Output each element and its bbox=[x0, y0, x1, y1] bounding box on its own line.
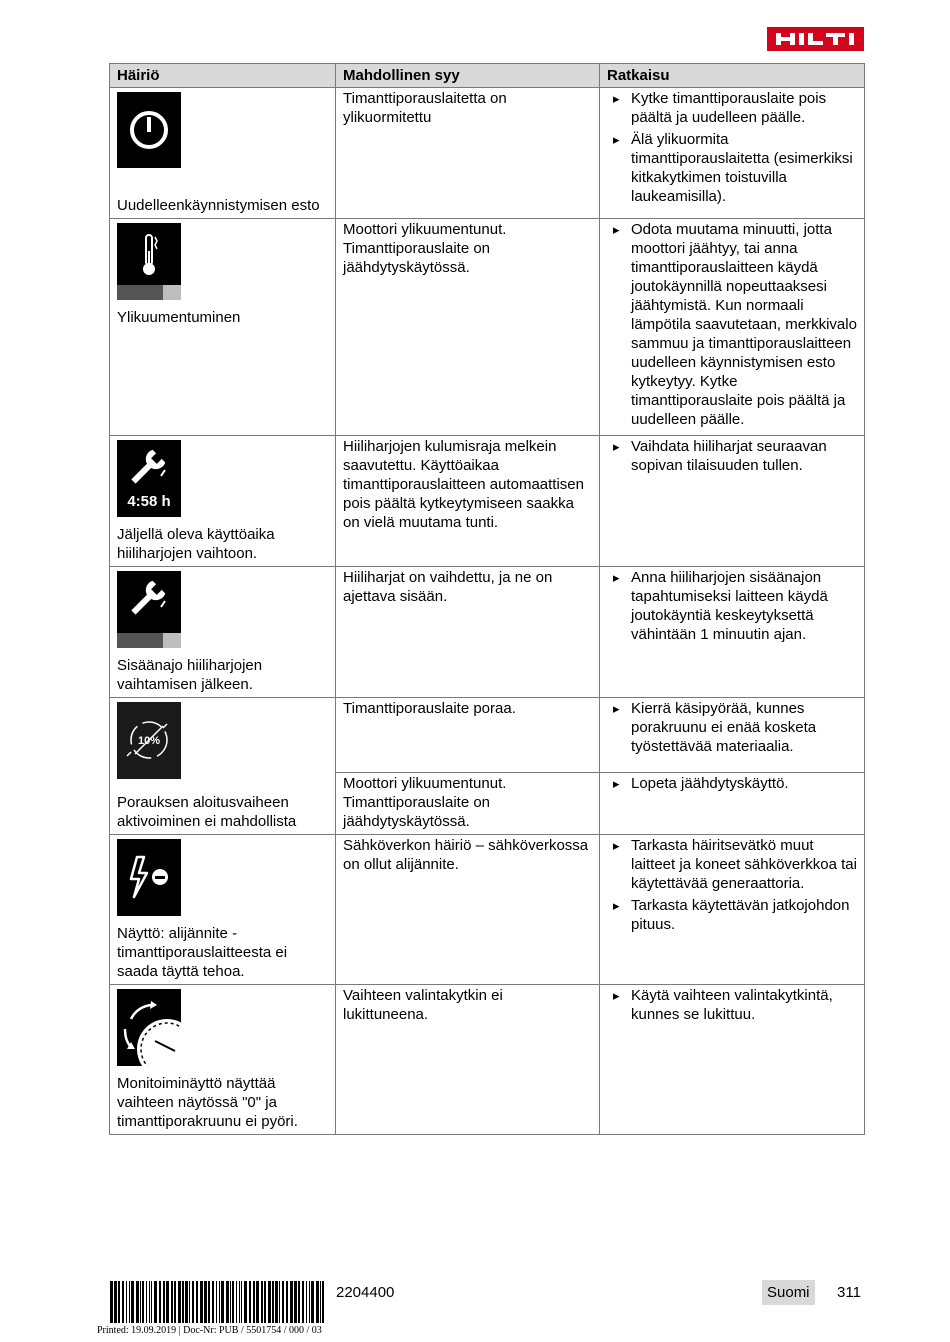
barcode bbox=[108, 1281, 328, 1323]
cause-cell bbox=[336, 985, 600, 1135]
remaining-time-text: 4:58 h bbox=[127, 493, 171, 510]
solution-item: ▸ Kierrä käsipyörää, kunnes porakruunu ei enää kosketa työstettävää materiaalia. bbox=[607, 699, 857, 756]
fault-label: Ylikuumentuminen bbox=[117, 309, 241, 326]
wrench-icon bbox=[117, 440, 181, 517]
cause-cell bbox=[336, 219, 600, 436]
solution-list bbox=[607, 836, 857, 934]
solution-cell bbox=[600, 698, 865, 773]
cause-cell bbox=[336, 567, 600, 698]
solution-cell bbox=[600, 985, 865, 1135]
cause-cell bbox=[336, 436, 600, 567]
solution-item: ▸ Kytke timanttiporauslaite pois päältä ja uudelleen päälle. bbox=[607, 89, 857, 127]
table-row bbox=[110, 698, 865, 773]
solution-cell bbox=[600, 88, 865, 219]
cause-text: Vaihteen valintakytkin ei lukittuneena. bbox=[343, 987, 503, 1023]
cause-cell bbox=[336, 773, 600, 835]
solution-list bbox=[607, 986, 857, 1024]
fault-label: Näyttö: alijännite - timanttiporauslaitteesta ei saada täyttä tehoa. bbox=[117, 925, 288, 980]
cause-cell bbox=[336, 698, 600, 773]
cause-text: Timanttiporauslaite poraa. bbox=[343, 700, 516, 717]
fault-label: Monitoiminäyttö näyttää vaihteen näytössä "0" ja timanttiporakruunu ei pyöri. bbox=[117, 1075, 298, 1130]
cause-text: Hiiliharjojen kulumisraja melkein saavutettu. Käyttöaikaa timanttiporauslaitteen automaattisen pois päältä kytkeytymiseen saakka on vielä muutama tunti. bbox=[343, 438, 584, 531]
fault-cell bbox=[110, 219, 336, 436]
cause-cell bbox=[336, 88, 600, 219]
solution-item: ▸ Käytä vaihteen valintakytkintä, kunnes se lukittuu. bbox=[607, 986, 857, 1024]
fault-cell bbox=[110, 567, 336, 698]
fault-cell bbox=[110, 88, 336, 219]
cause-text: Sähköverkon häiriö – sähköverkossa on ollut alijännite. bbox=[343, 837, 589, 873]
solution-item: ▸ Vaihdata hiiliharjat seuraavan sopivan tilaisuuden tullen. bbox=[607, 437, 857, 475]
fault-label: Porauksen aloitusvaiheen aktivoiminen ei mahdollista bbox=[117, 794, 297, 830]
table-row bbox=[110, 219, 865, 436]
troubleshooting-table bbox=[109, 63, 865, 1135]
header-cause: Mahdollinen syy bbox=[336, 64, 600, 88]
wrench-icon bbox=[117, 571, 181, 648]
solution-item: ▸ Odota muutama minuutti, jotta moottori jäähtyy, tai anna timanttiporauslaitteen käydä joutokäynnillä nopeuttaaksesi jäähtymistä. Kun normaali lämpötila saavutetaan, merkkivalo sammuu ja timanttiporauslaitteen uudelleen käynnistymisen esto kytkeytyy. Kytke timanttiporauslaite pois päältä ja uudelleen päälle. bbox=[607, 220, 857, 429]
fault-cell bbox=[110, 436, 336, 567]
table-header-row bbox=[110, 64, 865, 88]
solution-cell bbox=[600, 835, 865, 985]
fault-label: Jäljellä oleva käyttöaika hiiliharjojen vaihtoon. bbox=[117, 526, 275, 562]
table-row bbox=[110, 567, 865, 698]
power-icon bbox=[117, 92, 181, 168]
document-code: 2204400 bbox=[336, 1284, 395, 1301]
cause-text: Moottori ylikuumentunut. Timanttiporauslaite on jäähdytyskäytössä. bbox=[343, 775, 507, 830]
solution-item: ▸ Lopeta jäähdytyskäyttö. bbox=[607, 774, 857, 793]
header-solution: Ratkaisu bbox=[600, 64, 865, 88]
table-row bbox=[110, 436, 865, 567]
solution-list bbox=[607, 89, 857, 206]
undervoltage-icon bbox=[117, 839, 181, 916]
solution-item: ▸ Älä ylikuormita timanttiporauslaitetta (esimerkiksi kitkakytkimen toistuvilla laukeamisilla). bbox=[607, 130, 857, 206]
header-fault: Häiriö bbox=[110, 64, 336, 88]
table-row bbox=[110, 985, 865, 1135]
solution-item: ▸ Tarkasta käytettävän jatkojohdon pituus. bbox=[607, 896, 857, 934]
solution-cell bbox=[600, 773, 865, 835]
page-number: 311 bbox=[837, 1284, 861, 1301]
solution-item: ▸ Tarkasta häiritsevätkö muut laitteet ja koneet sähköverkkoa tai käytettävää generaattoria. bbox=[607, 836, 857, 893]
thermometer-icon bbox=[117, 223, 181, 300]
table-row bbox=[110, 835, 865, 985]
percent-text: 10% bbox=[137, 735, 161, 747]
solution-item: ▸ Anna hiiliharjojen sisäänajon tapahtumiseksi laitteen käydä joutokäyntiä keskeytyksettä vähintään 1 minuutin ajan. bbox=[607, 568, 857, 644]
fault-label: Sisäänajo hiiliharjojen vaihtamisen jälkeen. bbox=[117, 657, 263, 693]
gear-selector-icon bbox=[117, 989, 181, 1066]
fault-cell bbox=[110, 985, 336, 1135]
cause-text: Moottori ylikuumentunut. Timanttiporauslaite on jäähdytyskäytössä. bbox=[343, 221, 507, 276]
print-info: Printed: 19.09.2019 | Doc-Nr: PUB / 5501754 / 000 / 03 bbox=[97, 1325, 322, 1336]
hilti-logo bbox=[767, 27, 864, 51]
solution-list bbox=[607, 568, 857, 644]
solution-list bbox=[607, 699, 857, 756]
cause-text: Timanttiporauslaitetta on ylikuormitettu bbox=[343, 90, 507, 126]
cause-cell bbox=[336, 835, 600, 985]
cause-text: Hiiliharjat on vaihdettu, ja ne on ajettava sisään. bbox=[343, 569, 553, 605]
solution-cell bbox=[600, 567, 865, 698]
language-badge: Suomi bbox=[762, 1280, 815, 1305]
solution-cell bbox=[600, 219, 865, 436]
solution-list bbox=[607, 774, 857, 793]
fault-cell bbox=[110, 698, 336, 835]
solution-list bbox=[607, 220, 857, 429]
reduced-speed-icon bbox=[117, 702, 181, 779]
solution-list bbox=[607, 437, 857, 475]
table-row bbox=[110, 88, 865, 219]
fault-label: Uudelleenkäynnistymisen esto bbox=[117, 197, 320, 214]
solution-cell bbox=[600, 436, 865, 567]
fault-cell bbox=[110, 835, 336, 985]
